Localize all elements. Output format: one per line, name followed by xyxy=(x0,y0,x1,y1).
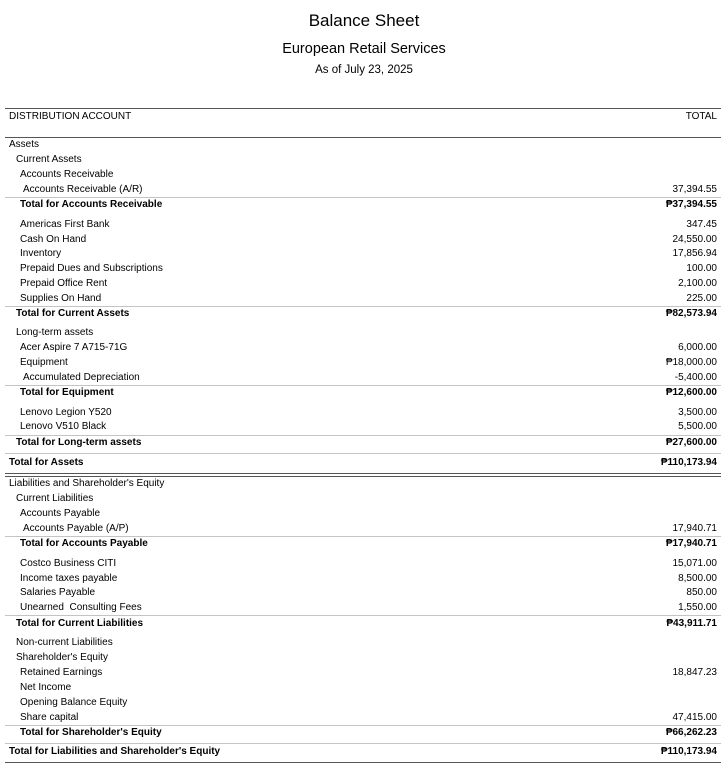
header-top-rule xyxy=(5,108,721,109)
row-label: Supplies On Hand xyxy=(20,293,102,304)
row-label: Inventory xyxy=(20,248,62,259)
account-row xyxy=(0,262,728,276)
row-amount: 850.00 xyxy=(686,587,717,598)
row-amount: 15,071.00 xyxy=(672,558,717,569)
total-row xyxy=(0,386,728,400)
account-row xyxy=(0,247,728,261)
row-amount: 225.00 xyxy=(686,293,717,304)
row-divider xyxy=(5,743,721,744)
row-amount: ₱66,262.23 xyxy=(665,727,717,738)
row-amount: 100.00 xyxy=(686,263,717,274)
total-row xyxy=(0,726,728,740)
column-header-total: TOTAL xyxy=(685,111,717,122)
account-row xyxy=(0,356,728,370)
account-row xyxy=(0,696,728,710)
row-label: Lenovo Legion Y520 xyxy=(20,407,112,418)
row-label: Opening Balance Equity xyxy=(20,697,128,708)
row-divider xyxy=(5,615,721,616)
row-amount: ₱43,911.71 xyxy=(666,618,717,629)
group-header-row xyxy=(0,153,728,167)
total-row xyxy=(0,537,728,551)
group-header-row xyxy=(0,168,728,182)
row-label: Total for Accounts Receivable xyxy=(20,199,163,210)
row-amount: 3,500.00 xyxy=(678,407,717,418)
row-label: Total for Current Liabilities xyxy=(16,618,144,629)
row-label: Costco Business CITI xyxy=(20,558,117,569)
row-label: Total for Current Assets xyxy=(16,308,130,319)
row-label: Total for Equipment xyxy=(20,387,114,398)
row-amount: 8,500.00 xyxy=(678,573,717,584)
account-row xyxy=(0,183,728,197)
row-label: Total for Accounts Payable xyxy=(20,538,148,549)
row-label: Liabilities and Shareholder's Equity xyxy=(9,478,165,489)
account-row xyxy=(0,406,728,420)
group-header-row xyxy=(0,507,728,521)
row-label: Salaries Payable xyxy=(20,587,96,598)
group-header-row xyxy=(0,492,728,506)
row-label: Total for Long-term assets xyxy=(16,437,142,448)
row-amount: 5,500.00 xyxy=(678,421,717,432)
grand-total-row xyxy=(0,456,728,470)
row-label: Current Assets xyxy=(16,154,82,165)
row-amount: 6,000.00 xyxy=(678,342,717,353)
row-amount: 18,847.23 xyxy=(672,667,717,678)
account-row xyxy=(0,586,728,600)
account-row xyxy=(0,371,728,385)
row-label: Shareholder's Equity xyxy=(16,652,108,663)
row-amount: 17,940.71 xyxy=(672,523,717,534)
row-label: Non-current Liabilities xyxy=(16,637,113,648)
row-amount: ₱27,600.00 xyxy=(665,437,717,448)
row-label: Lenovo V510 Black xyxy=(20,421,107,432)
row-amount: ₱37,394.55 xyxy=(665,199,717,210)
total-row xyxy=(0,617,728,631)
row-label: Current Liabilities xyxy=(16,493,94,504)
row-label: Total for Liabilities and Shareholder's Equity xyxy=(9,746,221,757)
account-row xyxy=(0,341,728,355)
account-row xyxy=(0,666,728,680)
row-label: Total for Assets xyxy=(9,457,84,468)
account-row xyxy=(0,292,728,306)
grand-total-row xyxy=(0,745,728,759)
group-header-row xyxy=(0,636,728,650)
row-label: Prepaid Dues and Subscriptions xyxy=(20,263,163,274)
account-row xyxy=(0,277,728,291)
account-row xyxy=(0,218,728,232)
row-label: Acer Aspire 7 A715-71G xyxy=(20,342,128,353)
account-row xyxy=(0,420,728,434)
row-label: Americas First Bank xyxy=(20,219,110,230)
row-divider xyxy=(5,453,721,454)
row-amount: 37,394.55 xyxy=(672,184,717,195)
double-rule-top xyxy=(5,762,721,763)
row-amount: ₱110,173.94 xyxy=(660,457,717,468)
row-label: Share capital xyxy=(20,712,79,723)
row-amount: ₱17,940.71 xyxy=(665,538,717,549)
row-label: Income taxes payable xyxy=(20,573,118,584)
company-name: European Retail Services xyxy=(282,41,446,57)
row-label: Cash On Hand xyxy=(20,234,87,245)
report-date: As of July 23, 2025 xyxy=(315,64,413,76)
account-row xyxy=(0,681,728,695)
row-label: Net Income xyxy=(20,682,72,693)
row-amount: ₱82,573.94 xyxy=(665,308,717,319)
row-amount: 347.45 xyxy=(686,219,717,230)
section-header-row xyxy=(0,138,728,152)
row-label: Prepaid Office Rent xyxy=(20,278,108,289)
group-header-row xyxy=(0,326,728,340)
row-amount: 24,550.00 xyxy=(672,234,717,245)
section-header-row xyxy=(0,477,728,491)
account-row xyxy=(0,233,728,247)
row-label: Accounts Payable (A/P) xyxy=(23,523,129,534)
row-amount: ₱18,000.00 xyxy=(665,357,717,368)
row-label: Accumulated Depreciation xyxy=(23,372,140,383)
row-label: Retained Earnings xyxy=(20,667,103,678)
total-row xyxy=(0,307,728,321)
row-amount: 47,415.00 xyxy=(672,712,717,723)
account-row xyxy=(0,522,728,536)
row-label: Unearned Consulting Fees xyxy=(20,602,142,613)
account-row xyxy=(0,572,728,586)
account-row xyxy=(0,557,728,571)
row-label: Accounts Receivable (A/R) xyxy=(23,184,143,195)
account-row xyxy=(0,601,728,615)
row-amount: ₱12,600.00 xyxy=(665,387,717,398)
row-amount: ₱110,173.94 xyxy=(660,746,717,757)
row-label: Long-term assets xyxy=(16,327,94,338)
row-amount: 2,100.00 xyxy=(678,278,717,289)
row-label: Accounts Payable xyxy=(20,508,101,519)
report-title: Balance Sheet xyxy=(308,11,420,30)
row-label: Assets xyxy=(9,139,40,150)
row-label: Equipment xyxy=(20,357,68,368)
account-row xyxy=(0,711,728,725)
total-row xyxy=(0,198,728,212)
group-header-row xyxy=(0,651,728,665)
row-amount: -5,400.00 xyxy=(674,372,717,383)
row-label: Total for Shareholder's Equity xyxy=(20,727,162,738)
total-row xyxy=(0,436,728,450)
row-amount: 17,856.94 xyxy=(672,248,717,259)
column-header-account: DISTRIBUTION ACCOUNT xyxy=(9,111,132,122)
row-amount: 1,550.00 xyxy=(678,602,717,613)
double-rule-top xyxy=(5,473,721,474)
row-label: Accounts Receivable xyxy=(20,169,114,180)
